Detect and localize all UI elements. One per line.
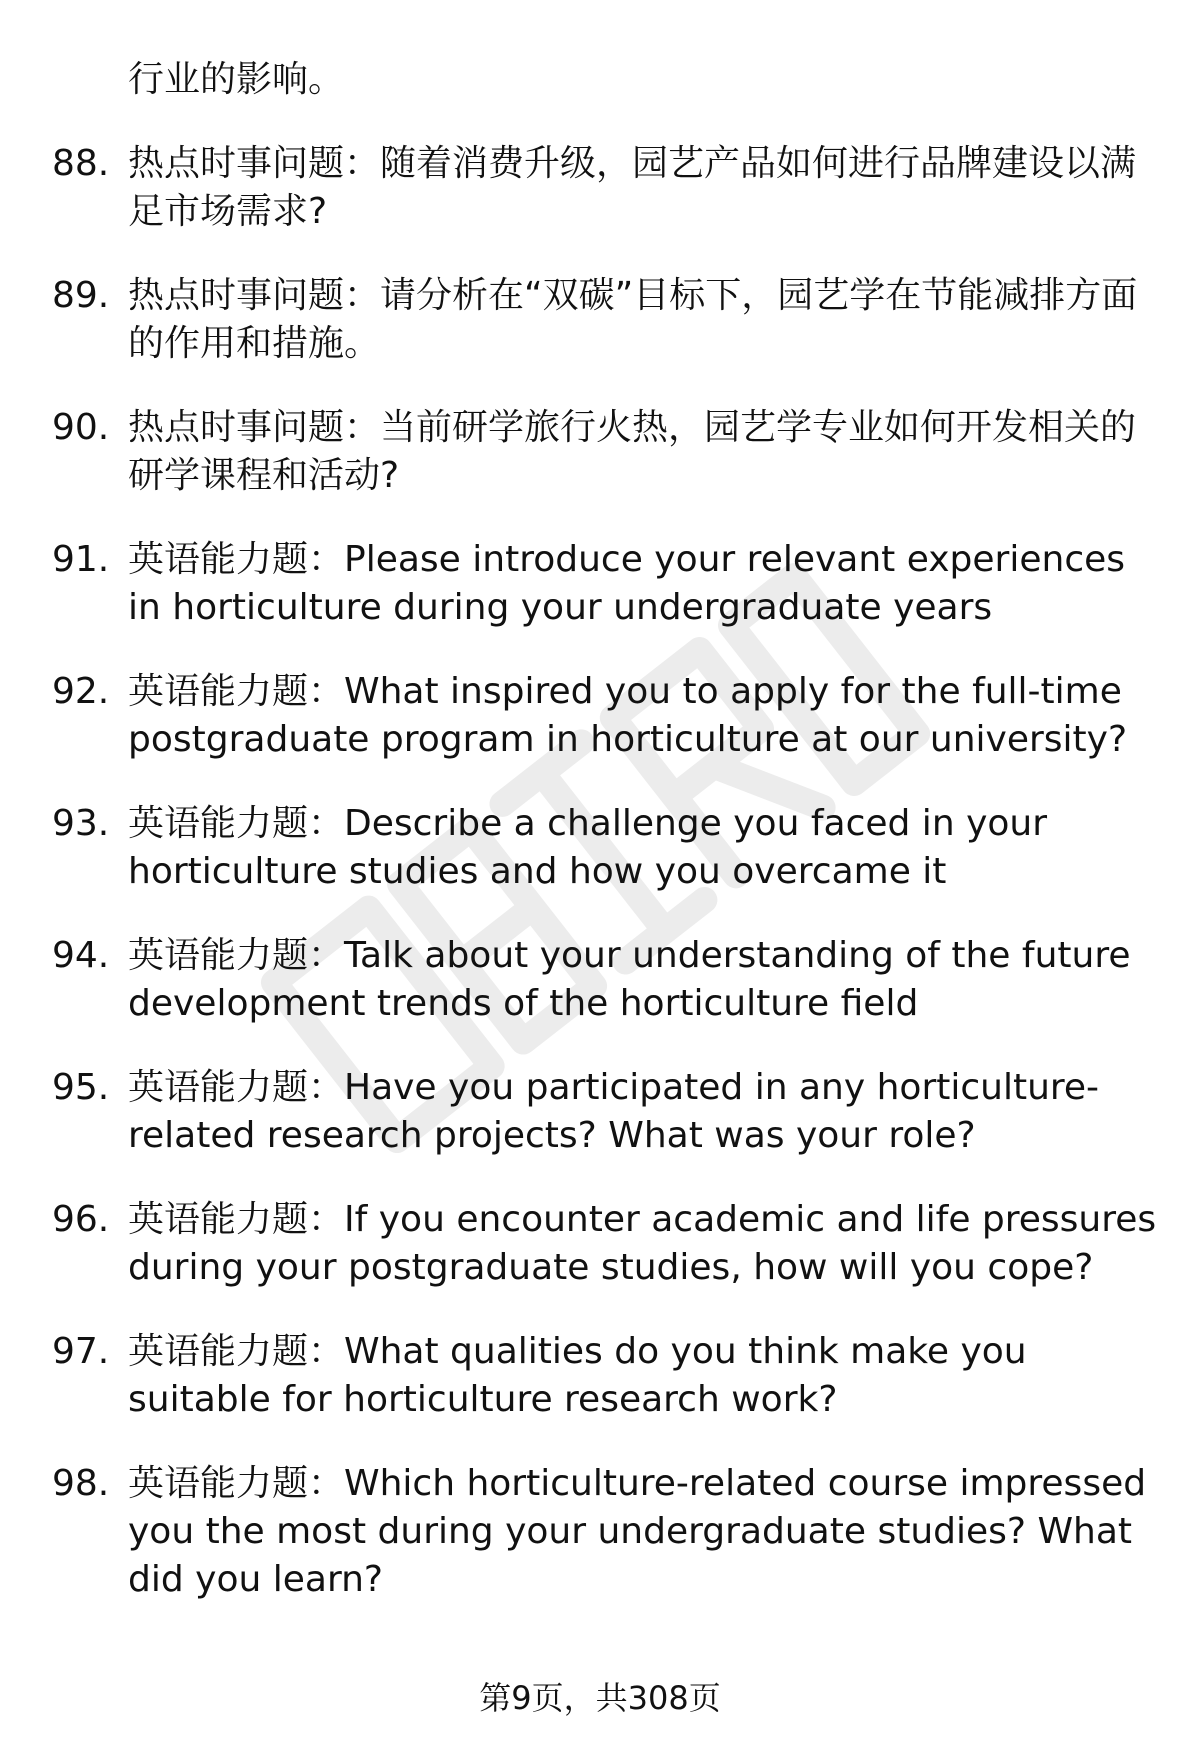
item-number: 92. bbox=[52, 671, 110, 712]
page-footer: 第9页，共308页 bbox=[479, 1679, 721, 1717]
item-number: 91. bbox=[52, 539, 110, 580]
item-number: 94. bbox=[52, 935, 110, 976]
item-text: 英语能力题：What qualities do you think make you suitable for horticulture research work? bbox=[128, 1331, 1027, 1420]
question-list bbox=[52, 56, 1162, 1640]
item-text: 英语能力题：What inspired you to apply for the full-time postgraduate program in horticulture at our university? bbox=[128, 671, 1128, 760]
item-number: 93. bbox=[52, 803, 110, 844]
list-item bbox=[52, 536, 1162, 632]
list-item bbox=[52, 668, 1162, 764]
item-number: 89. bbox=[52, 275, 110, 316]
item-number: 95. bbox=[52, 1067, 110, 1108]
list-item bbox=[52, 404, 1162, 500]
item-number: 97. bbox=[52, 1331, 110, 1372]
list-item bbox=[52, 1460, 1162, 1604]
list-item bbox=[52, 800, 1162, 896]
item-number: 96. bbox=[52, 1199, 110, 1240]
item-text: 英语能力题：Describe a challenge you faced in your horticulture studies and how you overcame it bbox=[128, 803, 1048, 892]
item-number: 98. bbox=[52, 1463, 110, 1504]
list-item bbox=[52, 1064, 1162, 1160]
item-number: 90. bbox=[52, 407, 110, 448]
list-item bbox=[52, 1328, 1162, 1424]
item-text: 热点时事问题：随着消费升级，园艺产品如何进行品牌建设以满足市场需求? bbox=[128, 143, 1137, 232]
item-number: 88. bbox=[52, 143, 110, 184]
item-text: 英语能力题：Have you participated in any horticulture-related research projects? What was your role? bbox=[128, 1067, 1100, 1156]
item-text: 英语能力题：Which horticulture-related course impressed you the most during your undergraduate studies? What did you learn? bbox=[128, 1463, 1147, 1600]
item-text: 英语能力题：Talk about your understanding of the future development trends of the horticulture field bbox=[128, 935, 1131, 1024]
items-container bbox=[52, 140, 1162, 1604]
item-text: 热点时事问题：当前研学旅行火热，园艺学专业如何开发相关的研学课程和活动? bbox=[128, 407, 1137, 496]
list-item bbox=[52, 932, 1162, 1028]
list-item bbox=[52, 1196, 1162, 1292]
list-item bbox=[52, 140, 1162, 236]
continuation-text: 行业的影响。 bbox=[128, 59, 345, 100]
item-text: 热点时事问题：请分析在“双碳”目标下，园艺学在节能减排方面的作用和措施。 bbox=[128, 275, 1138, 364]
item-text: 英语能力题：Please introduce your relevant experiences in horticulture during your undergraduate years bbox=[128, 539, 1126, 628]
list-item bbox=[52, 272, 1162, 368]
item-text: 英语能力题：If you encounter academic and life pressures during your postgraduate studies, how will you cope? bbox=[128, 1199, 1157, 1288]
